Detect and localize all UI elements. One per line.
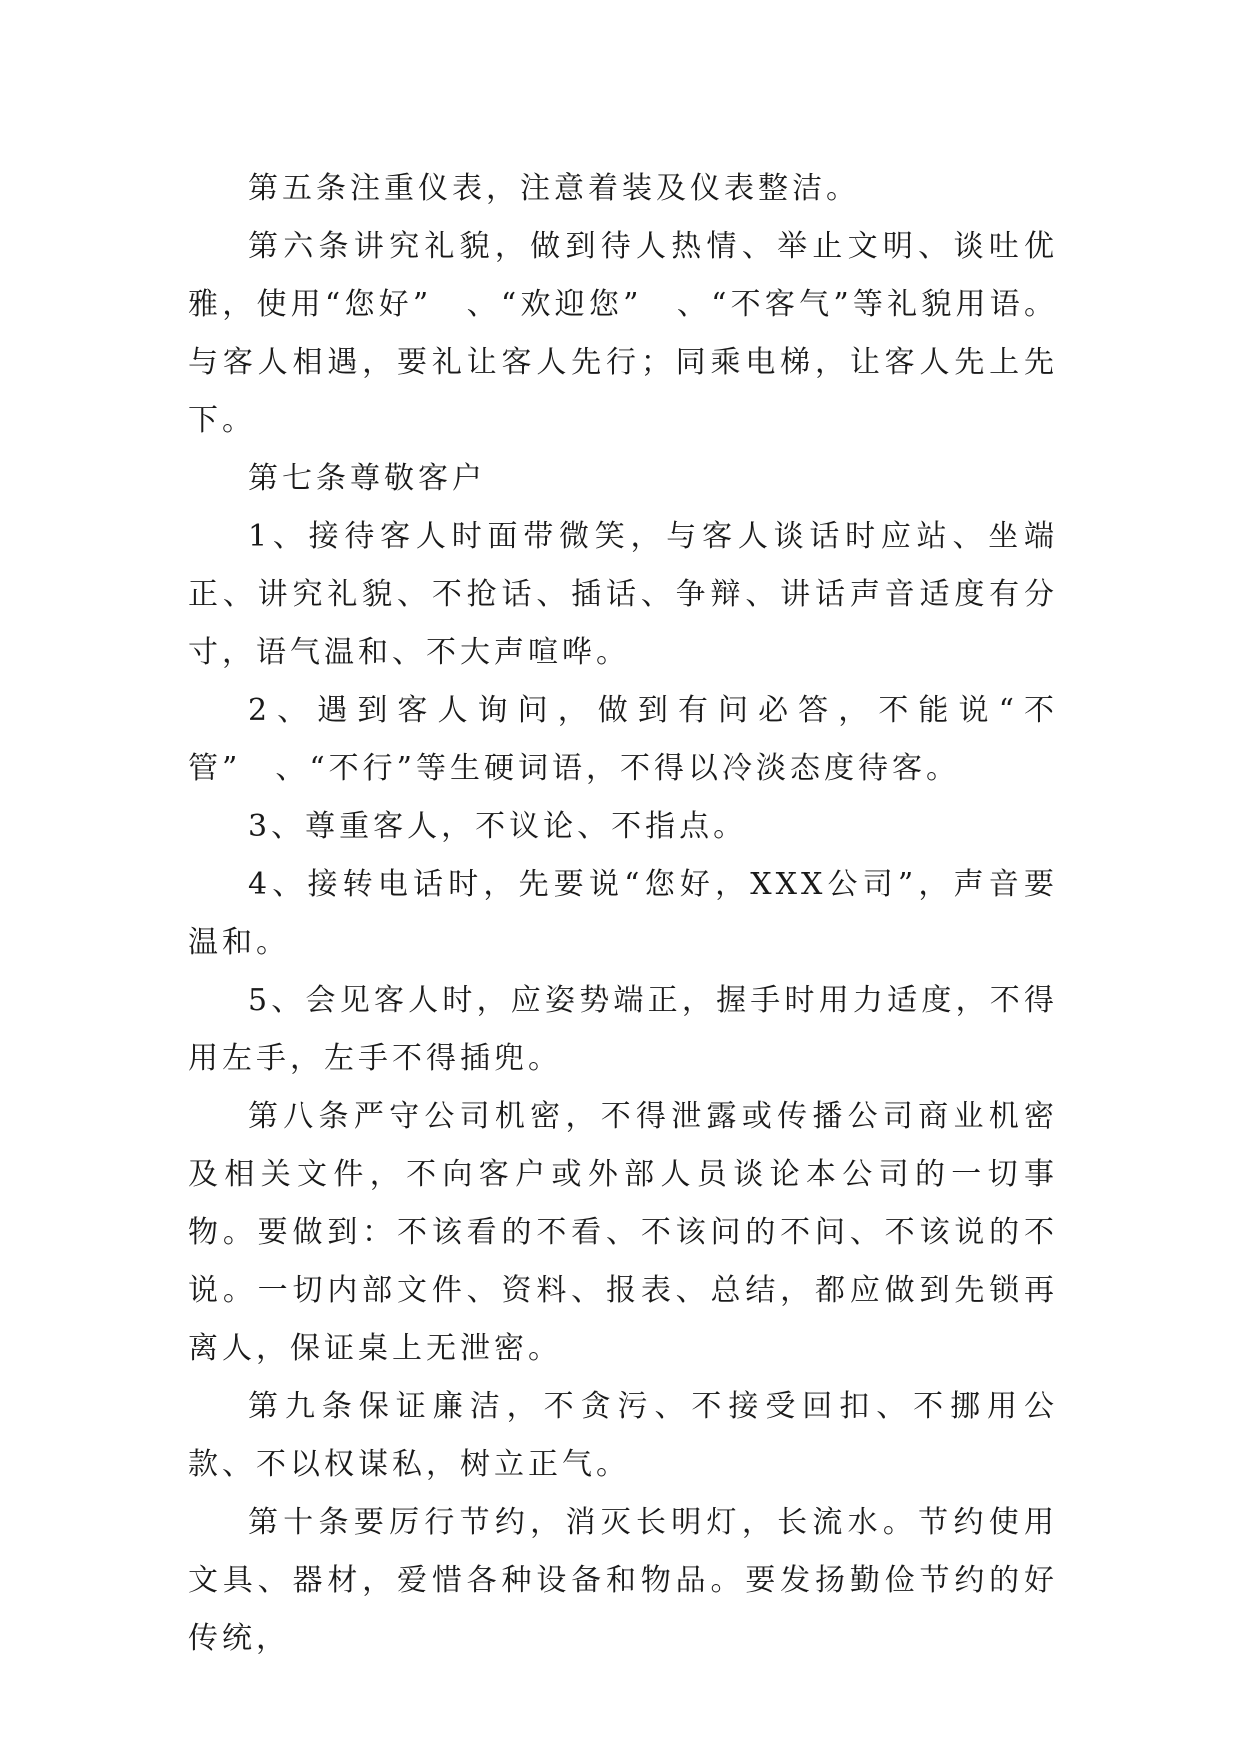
paragraph-article-9: 第九条保证廉洁，不贪污、不接受回扣、不挪用公款、不以权谋私，树立正气。 bbox=[188, 1389, 1058, 1482]
paragraph-article-5: 第五条注重仪表，注意着装及仪表整洁。 bbox=[248, 171, 860, 206]
paragraph-article-6: 第六条讲究礼貌，做到待人热情、举止文明、谈吐优雅，使用“您好” 、“欢迎您” 、“不客气”等礼貌用语。与客人相遇，要礼让客人先行；同乘电梯，让客人先上先下。 bbox=[188, 229, 1058, 438]
document-body bbox=[188, 160, 1058, 1668]
paragraph-article-8: 第八条严守公司机密，不得泄露或传播公司商业机密及相关文件，不向客户或外部人员谈论本公司的一切事物。要做到：不该看的不看、不该问的不问、不该说的不说。一切内部文件、资料、报表、总结，都应做到先锁再离人，保证桌上无泄密。 bbox=[188, 1099, 1058, 1366]
paragraph-article-10: 第十条要厉行节约，消灭长明灯，长流水。节约使用文具、器材，爱惜各种设备和物品。要发扬勤俭节约的好传统， bbox=[188, 1505, 1058, 1656]
paragraph-item-2: 2、遇到客人询问，做到有问必答，不能说“不管” 、“不行”等生硬词语，不得以冷淡态度待客。 bbox=[188, 693, 1058, 786]
paragraph-item-3: 3、尊重客人，不议论、不指点。 bbox=[248, 809, 748, 844]
paragraph-item-5: 5、会见客人时，应姿势端正，握手时用力适度，不得用左手，左手不得插兜。 bbox=[188, 983, 1058, 1076]
paragraph-item-4: 4、接转电话时，先要说“您好，XXX公司”，声音要温和。 bbox=[188, 867, 1058, 960]
paragraph-article-7-heading: 第七条尊敬客户 bbox=[248, 461, 486, 496]
paragraph-item-1: 1、接待客人时面带微笑，与客人谈话时应站、坐端正、讲究礼貌、不抢话、插话、争辩、讲话声音适度有分寸，语气温和、不大声喧哗。 bbox=[188, 519, 1058, 670]
